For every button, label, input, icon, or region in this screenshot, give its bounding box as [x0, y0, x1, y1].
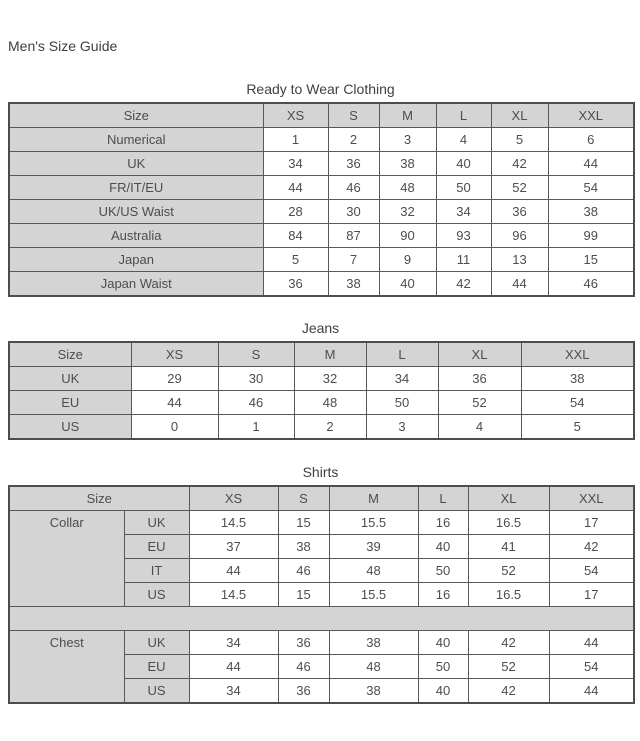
size-value-cell: 90 — [379, 224, 436, 248]
size-value-cell: 40 — [418, 679, 468, 704]
row-label: EU — [124, 535, 189, 559]
page-title: Men's Size Guide — [8, 38, 118, 54]
row-label: UK — [124, 631, 189, 655]
size-value-cell: 44 — [548, 152, 634, 176]
size-value-cell: 5 — [263, 248, 328, 272]
size-value-cell: 42 — [468, 679, 549, 704]
size-value-cell: 52 — [491, 176, 548, 200]
column-header: M — [379, 103, 436, 128]
size-value-cell: 1 — [263, 128, 328, 152]
size-value-cell: 4 — [436, 128, 491, 152]
size-value-cell: 16 — [418, 511, 468, 535]
group-label: Chest — [9, 631, 124, 704]
size-value-cell: 50 — [418, 655, 468, 679]
jeans-table — [8, 341, 635, 440]
row-label: FR/IT/EU — [9, 176, 263, 200]
size-value-cell: 54 — [549, 655, 634, 679]
size-value-cell: 13 — [491, 248, 548, 272]
size-value-cell: 15.5 — [329, 511, 418, 535]
size-value-cell: 50 — [418, 559, 468, 583]
size-value-cell: 39 — [329, 535, 418, 559]
row-label: UK — [9, 152, 263, 176]
spacer-cell — [9, 607, 634, 631]
size-value-cell: 84 — [263, 224, 328, 248]
spacer-row — [9, 607, 634, 631]
table-caption-ready-to-wear: Ready to Wear Clothing — [246, 81, 395, 97]
header-row — [9, 342, 634, 367]
size-value-cell: 50 — [366, 391, 438, 415]
size-value-cell: 96 — [491, 224, 548, 248]
size-value-cell: 3 — [379, 128, 436, 152]
size-value-cell: 15 — [548, 248, 634, 272]
column-header: Size — [9, 103, 263, 128]
size-value-cell: 1 — [218, 415, 294, 440]
size-value-cell: 46 — [328, 176, 379, 200]
size-value-cell: 15 — [278, 583, 329, 607]
column-header: Size — [9, 486, 189, 511]
size-value-cell: 48 — [294, 391, 366, 415]
size-value-cell: 34 — [189, 631, 278, 655]
column-header: S — [218, 342, 294, 367]
size-value-cell: 14.5 — [189, 511, 278, 535]
table-row — [9, 511, 634, 535]
column-header: XL — [491, 103, 548, 128]
table-row — [9, 367, 634, 391]
table-row — [9, 272, 634, 297]
size-value-cell: 34 — [436, 200, 491, 224]
table-row — [9, 391, 634, 415]
size-value-cell: 2 — [294, 415, 366, 440]
table-row — [9, 176, 634, 200]
column-header: XXL — [548, 103, 634, 128]
size-value-cell: 38 — [379, 152, 436, 176]
column-header: Size — [9, 342, 131, 367]
column-header: L — [366, 342, 438, 367]
row-label: EU — [124, 655, 189, 679]
size-value-cell: 4 — [438, 415, 521, 440]
size-value-cell: 44 — [491, 272, 548, 297]
header-row — [9, 486, 634, 511]
size-value-cell: 17 — [549, 583, 634, 607]
size-value-cell: 48 — [329, 559, 418, 583]
size-value-cell: 38 — [548, 200, 634, 224]
row-label: Australia — [9, 224, 263, 248]
size-value-cell: 11 — [436, 248, 491, 272]
table-row — [9, 152, 634, 176]
size-value-cell: 40 — [418, 631, 468, 655]
size-value-cell: 44 — [189, 559, 278, 583]
size-value-cell: 40 — [436, 152, 491, 176]
size-value-cell: 36 — [278, 679, 329, 704]
size-value-cell: 42 — [468, 631, 549, 655]
size-value-cell: 36 — [438, 367, 521, 391]
size-value-cell: 38 — [521, 367, 634, 391]
size-value-cell: 44 — [549, 679, 634, 704]
column-header: XL — [438, 342, 521, 367]
header-row — [9, 103, 634, 128]
size-value-cell: 41 — [468, 535, 549, 559]
size-value-cell: 34 — [189, 679, 278, 704]
size-value-cell: 54 — [521, 391, 634, 415]
size-value-cell: 44 — [263, 176, 328, 200]
size-value-cell: 16.5 — [468, 583, 549, 607]
table-caption-jeans: Jeans — [301, 320, 340, 336]
size-value-cell: 38 — [329, 679, 418, 704]
size-value-cell: 46 — [278, 559, 329, 583]
size-value-cell: 16.5 — [468, 511, 549, 535]
column-header: XS — [263, 103, 328, 128]
size-value-cell: 6 — [548, 128, 634, 152]
size-value-cell: 46 — [218, 391, 294, 415]
column-header: XS — [131, 342, 218, 367]
row-label: IT — [124, 559, 189, 583]
size-value-cell: 15 — [278, 511, 329, 535]
size-value-cell: 5 — [491, 128, 548, 152]
size-value-cell: 54 — [549, 559, 634, 583]
size-value-cell: 30 — [218, 367, 294, 391]
size-value-cell: 52 — [468, 559, 549, 583]
table-row — [9, 248, 634, 272]
size-value-cell: 28 — [263, 200, 328, 224]
column-header: L — [418, 486, 468, 511]
size-value-cell: 7 — [328, 248, 379, 272]
size-value-cell: 16 — [418, 583, 468, 607]
size-value-cell: 42 — [549, 535, 634, 559]
size-value-cell: 36 — [278, 631, 329, 655]
table-row — [9, 415, 634, 440]
size-value-cell: 37 — [189, 535, 278, 559]
size-value-cell: 38 — [328, 272, 379, 297]
size-value-cell: 93 — [436, 224, 491, 248]
row-label: Japan Waist — [9, 272, 263, 297]
size-value-cell: 50 — [436, 176, 491, 200]
size-value-cell: 36 — [328, 152, 379, 176]
size-value-cell: 32 — [379, 200, 436, 224]
table-caption-shirts: Shirts — [302, 464, 339, 480]
size-value-cell: 52 — [438, 391, 521, 415]
row-label: EU — [9, 391, 131, 415]
column-header: XL — [468, 486, 549, 511]
size-value-cell: 0 — [131, 415, 218, 440]
size-value-cell: 30 — [328, 200, 379, 224]
size-value-cell: 38 — [278, 535, 329, 559]
column-header: S — [278, 486, 329, 511]
column-header: XS — [189, 486, 278, 511]
size-value-cell: 34 — [263, 152, 328, 176]
size-value-cell: 46 — [278, 655, 329, 679]
size-value-cell: 42 — [436, 272, 491, 297]
size-value-cell: 99 — [548, 224, 634, 248]
table-row — [9, 631, 634, 655]
row-label: UK — [9, 367, 131, 391]
size-value-cell: 52 — [468, 655, 549, 679]
row-label: UK/US Waist — [9, 200, 263, 224]
size-value-cell: 5 — [521, 415, 634, 440]
column-header: XXL — [521, 342, 634, 367]
column-header: M — [294, 342, 366, 367]
table-row — [9, 200, 634, 224]
size-value-cell: 40 — [418, 535, 468, 559]
size-value-cell: 9 — [379, 248, 436, 272]
row-label: Japan — [9, 248, 263, 272]
row-label: US — [9, 415, 131, 440]
table-row — [9, 224, 634, 248]
shirts-table — [8, 485, 635, 704]
size-value-cell: 44 — [189, 655, 278, 679]
size-value-cell: 17 — [549, 511, 634, 535]
size-value-cell: 44 — [549, 631, 634, 655]
size-value-cell: 40 — [379, 272, 436, 297]
size-value-cell: 38 — [329, 631, 418, 655]
column-header: XXL — [549, 486, 634, 511]
column-header: S — [328, 103, 379, 128]
size-value-cell: 42 — [491, 152, 548, 176]
size-value-cell: 15.5 — [329, 583, 418, 607]
table-row — [9, 128, 634, 152]
column-header: L — [436, 103, 491, 128]
size-value-cell: 32 — [294, 367, 366, 391]
size-value-cell: 3 — [366, 415, 438, 440]
size-value-cell: 29 — [131, 367, 218, 391]
size-value-cell: 44 — [131, 391, 218, 415]
size-value-cell: 36 — [263, 272, 328, 297]
column-header: M — [329, 486, 418, 511]
size-value-cell: 46 — [548, 272, 634, 297]
group-label: Collar — [9, 511, 124, 607]
size-value-cell: 87 — [328, 224, 379, 248]
row-label: Numerical — [9, 128, 263, 152]
size-value-cell: 2 — [328, 128, 379, 152]
ready-to-wear-table — [8, 102, 635, 297]
row-label: UK — [124, 511, 189, 535]
size-value-cell: 48 — [379, 176, 436, 200]
row-label: US — [124, 583, 189, 607]
size-value-cell: 34 — [366, 367, 438, 391]
size-value-cell: 54 — [548, 176, 634, 200]
size-value-cell: 48 — [329, 655, 418, 679]
row-label: US — [124, 679, 189, 704]
size-value-cell: 36 — [491, 200, 548, 224]
size-value-cell: 14.5 — [189, 583, 278, 607]
